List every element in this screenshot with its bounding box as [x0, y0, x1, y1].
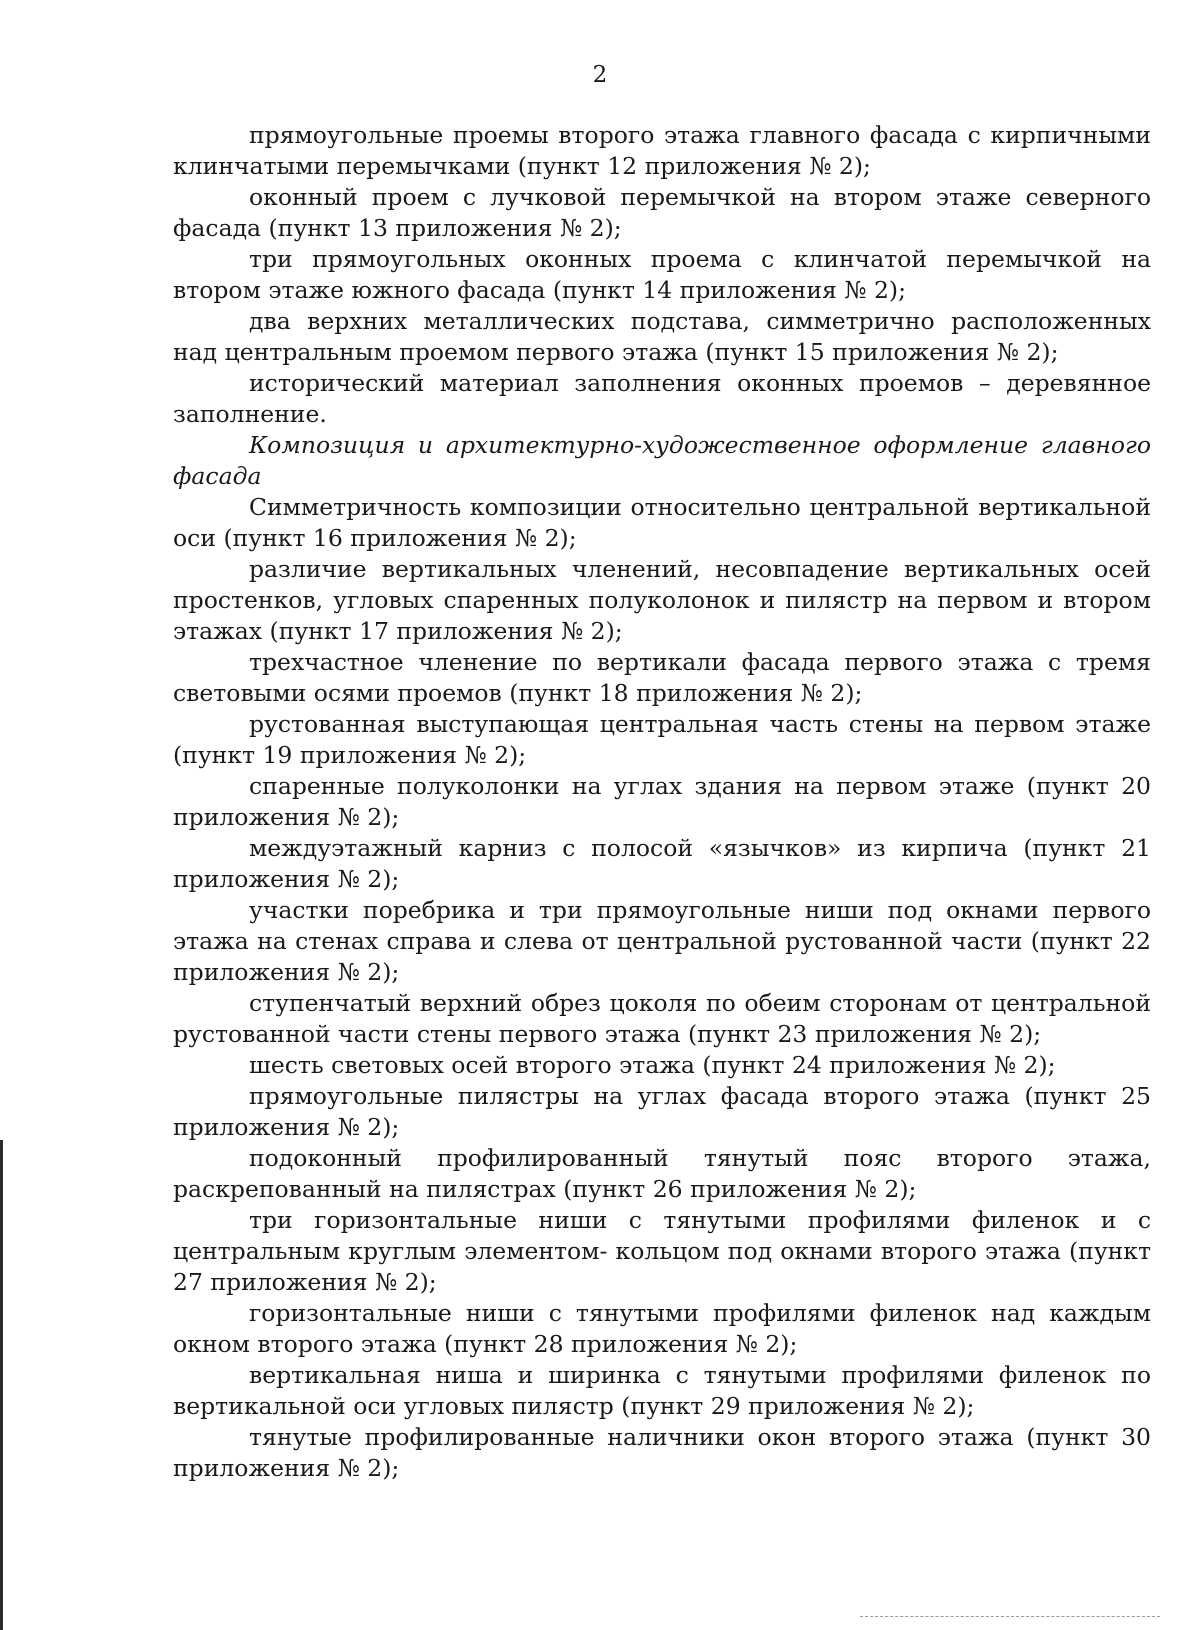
paragraph-17: подоконный профилированный тянутый пояс второго этажа, раскрепованный на пилястрах (пункт 26 приложения № 2); — [173, 1144, 1151, 1203]
paragraph-19: горизонтальные ниши с тянутыми профилями филенок над каждым окном второго этажа (пункт 28 приложения № 2); — [173, 1299, 1151, 1358]
section-heading: Композиция и архитектурно-художественное оформление главного фасада — [173, 431, 1151, 490]
paragraph-18: три горизонтальные ниши с тянутыми профилями филенок и с центральным круглым элементом- кольцом под окнами второго этажа (пункт 27 приложения № 2); — [173, 1206, 1151, 1296]
paragraph-7: Симметричность композиции относительно центральной вертикальной оси (пункт 16 приложения № 2); — [173, 493, 1151, 552]
paragraph-21: тянутые профилированные наличники окон второго этажа (пункт 30 приложения № 2); — [173, 1423, 1151, 1482]
paragraph-3: три прямоугольных оконных проема с клинчатой перемычкой на втором этаже южного фасада (пункт 14 приложения № 2); — [173, 245, 1151, 304]
paragraph-13: участки поребрика и три прямоугольные ниши под окнами первого этажа на стенах справа и слева от центральной рустованной части (пункт 22 приложения № 2); — [173, 896, 1151, 986]
page-number: 2 — [592, 62, 608, 88]
paragraph-14: ступенчатый верхний обрез цоколя по обеим сторонам от центральной рустованной части стены первого этажа (пункт 23 приложения № 2); — [173, 989, 1151, 1048]
paragraph-9: трехчастное членение по вертикали фасада первого этажа с тремя световыми осями проемов (пункт 18 приложения № 2); — [173, 648, 1151, 707]
paragraph-16: прямоугольные пилястры на углах фасада второго этажа (пункт 25 приложения № 2); — [173, 1082, 1151, 1141]
document-body — [173, 120, 1151, 1484]
scan-bottom-dashes — [860, 1616, 1160, 1618]
paragraph-20: вертикальная ниша и ширинка с тянутыми профилями филенок по вертикальной оси угловых пилястр (пункт 29 приложения № 2); — [173, 1361, 1151, 1420]
scan-edge-line — [0, 1140, 3, 1630]
paragraph-8: различие вертикальных членений, несовпадение вертикальных осей простенков, угловых спаренных полуколонок и пилястр на первом и втором этажах (пункт 17 приложения № 2); — [173, 555, 1151, 645]
paragraph-1: прямоугольные проемы второго этажа главного фасада с кирпичными клинчатыми перемычками (пункт 12 приложения № 2); — [173, 121, 1151, 180]
paragraph-11: спаренные полуколонки на углах здания на первом этаже (пункт 20 приложения № 2); — [173, 772, 1151, 831]
paragraph-4: два верхних металлических подстава, симметрично расположенных над центральным проемом первого этажа (пункт 15 приложения № 2); — [173, 307, 1151, 366]
paragraph-2: оконный проем с лучковой перемычкой на втором этаже северного фасада (пункт 13 приложения № 2); — [173, 183, 1151, 242]
paragraph-12: междуэтажный карниз с полосой «язычков» из кирпича (пункт 21 приложения № 2); — [173, 834, 1151, 893]
paragraph-10: рустованная выступающая центральная часть стены на первом этаже (пункт 19 приложения № 2); — [173, 710, 1151, 769]
paragraph-15: шесть световых осей второго этажа (пункт 24 приложения № 2); — [249, 1051, 1056, 1079]
paragraph-5: исторический материал заполнения оконных проемов – деревянное заполнение. — [173, 369, 1151, 428]
